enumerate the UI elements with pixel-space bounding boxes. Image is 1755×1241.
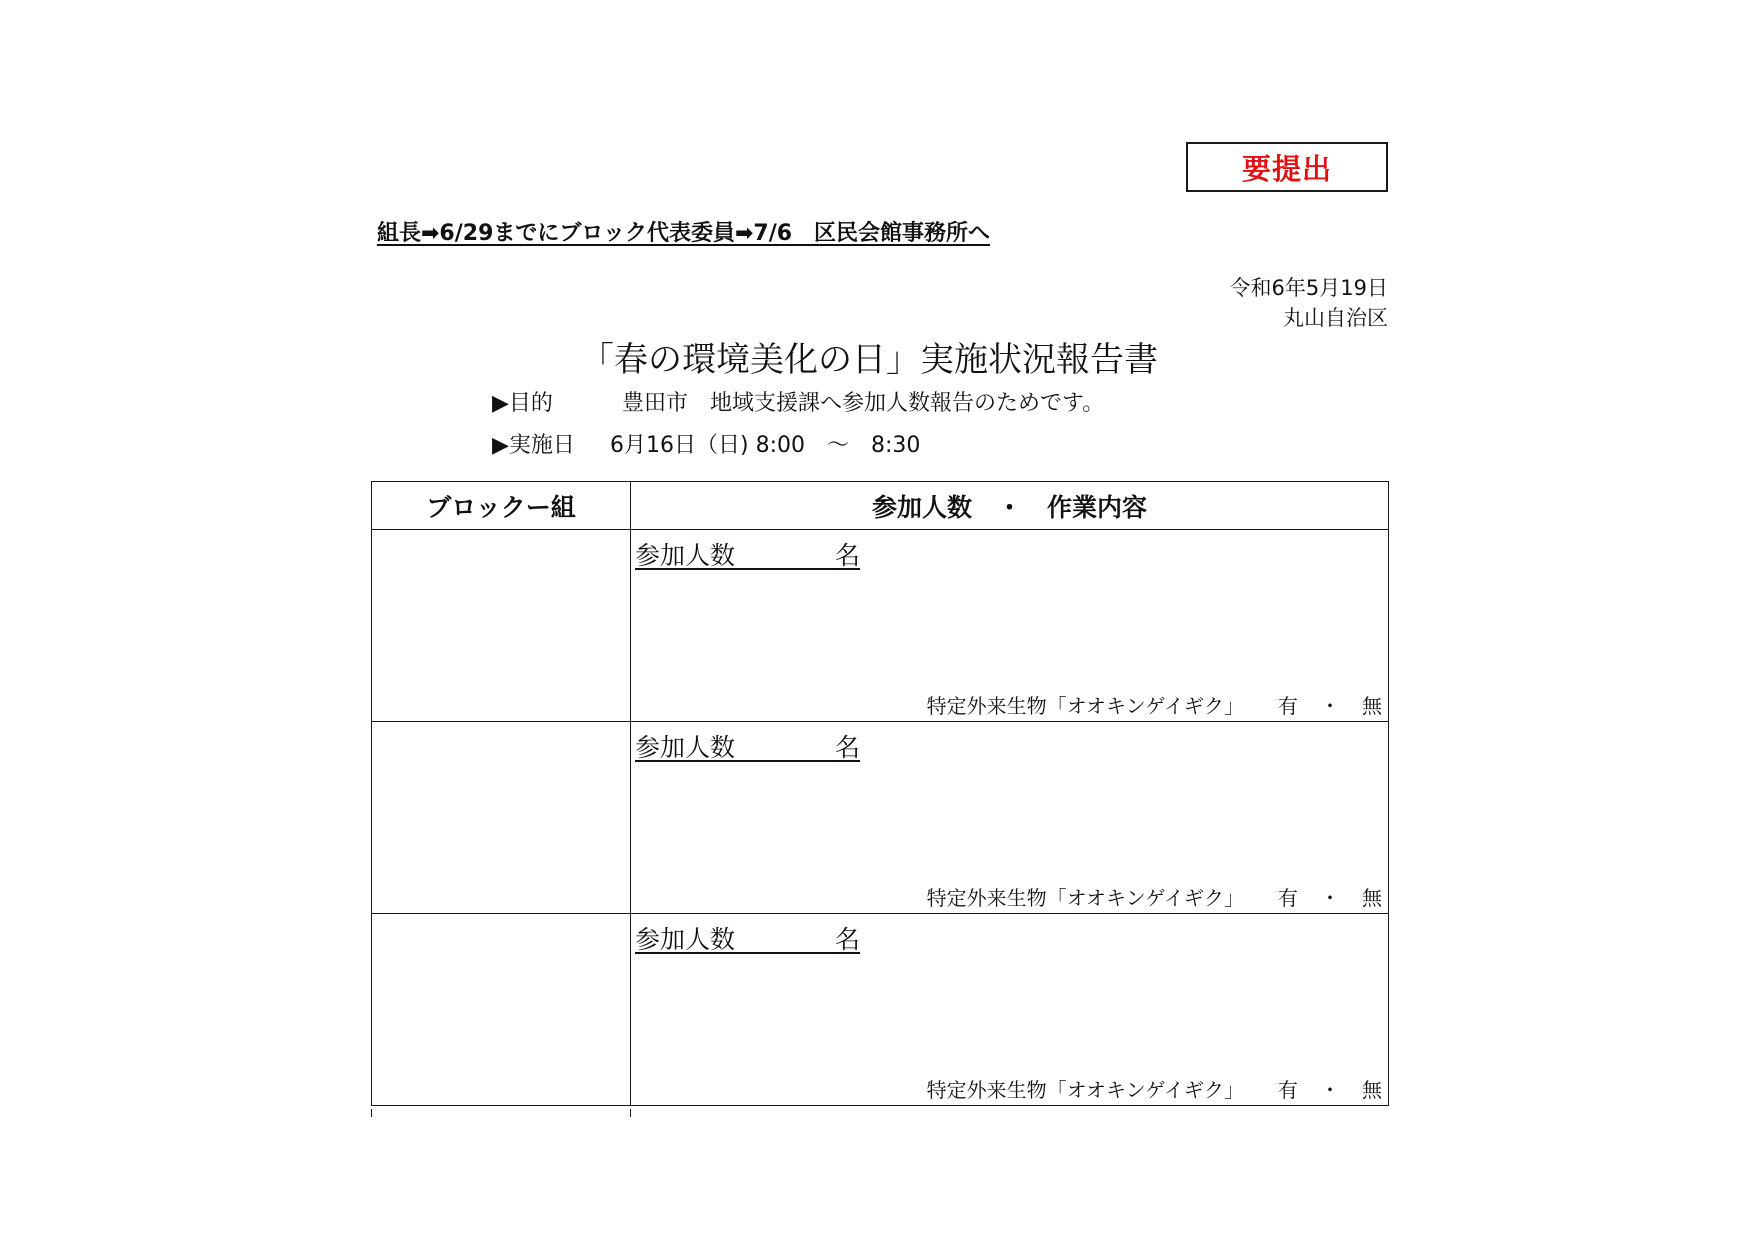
column-header-group: ブロックー組	[372, 482, 631, 530]
table-row	[372, 914, 1389, 1106]
option-yes[interactable]: 有	[1278, 694, 1298, 718]
participant-count-unit: 名	[835, 541, 861, 570]
option-no[interactable]: 無	[1362, 1078, 1382, 1102]
invasive-species-label: 特定外来生物「オオキンゲイギク」	[926, 694, 1244, 718]
participant-count-label: 参加人数	[635, 733, 736, 762]
routing-note: 組長➡6/29までにブロック代表委員➡7/6 区民会館事務所へ	[377, 221, 991, 246]
table-continuation-line-left	[371, 1109, 372, 1117]
option-separator: ・	[1320, 886, 1340, 910]
content-cell[interactable]	[631, 722, 1389, 914]
report-table	[371, 481, 1389, 1106]
issuer-name: 丸山自治区	[1283, 306, 1388, 330]
event-date-label: ▶実施日	[492, 433, 575, 458]
group-cell[interactable]	[372, 722, 631, 914]
column-header-content: 参加人数 ・ 作業内容	[631, 482, 1389, 530]
event-date-line	[492, 428, 920, 459]
option-separator: ・	[1320, 1078, 1340, 1102]
group-cell[interactable]	[372, 530, 631, 722]
content-cell[interactable]	[631, 530, 1389, 722]
table-row	[372, 722, 1389, 914]
submit-required-badge: 要提出	[1186, 142, 1388, 192]
participant-count-label: 参加人数	[635, 925, 736, 954]
purpose-line	[492, 386, 1104, 417]
participant-count-field[interactable]	[635, 920, 860, 956]
participant-count-unit: 名	[835, 733, 861, 762]
invasive-species-line	[927, 690, 1382, 719]
invasive-species-label: 特定外来生物「オオキンゲイギク」	[926, 886, 1244, 910]
invasive-species-line	[927, 882, 1382, 911]
participant-count-unit: 名	[835, 925, 861, 954]
purpose-label: ▶目的	[492, 391, 553, 416]
invasive-species-label: 特定外来生物「オオキンゲイギク」	[926, 1078, 1244, 1102]
participant-count-field[interactable]	[635, 536, 860, 572]
participant-count-label: 参加人数	[635, 541, 736, 570]
purpose-value: 豊田市 地域支援課へ参加人数報告のためです。	[622, 391, 1105, 416]
table-row	[372, 530, 1389, 722]
participant-count-field[interactable]	[635, 728, 860, 764]
group-cell[interactable]	[372, 914, 631, 1106]
option-yes[interactable]: 有	[1278, 886, 1298, 910]
invasive-species-line	[927, 1074, 1382, 1103]
option-yes[interactable]: 有	[1278, 1078, 1298, 1102]
table-header-row	[372, 482, 1389, 530]
page-title: 「春の環境美化の日」実施状況報告書	[580, 340, 1158, 380]
issue-date: 令和6年5月19日	[1229, 276, 1388, 300]
option-separator: ・	[1320, 694, 1340, 718]
event-date-value: 6月16日（日) 8:00 ～ 8:30	[610, 433, 921, 458]
table-continuation-line-middle	[630, 1109, 631, 1117]
option-no[interactable]: 無	[1362, 694, 1382, 718]
content-cell[interactable]	[631, 914, 1389, 1106]
option-no[interactable]: 無	[1362, 886, 1382, 910]
